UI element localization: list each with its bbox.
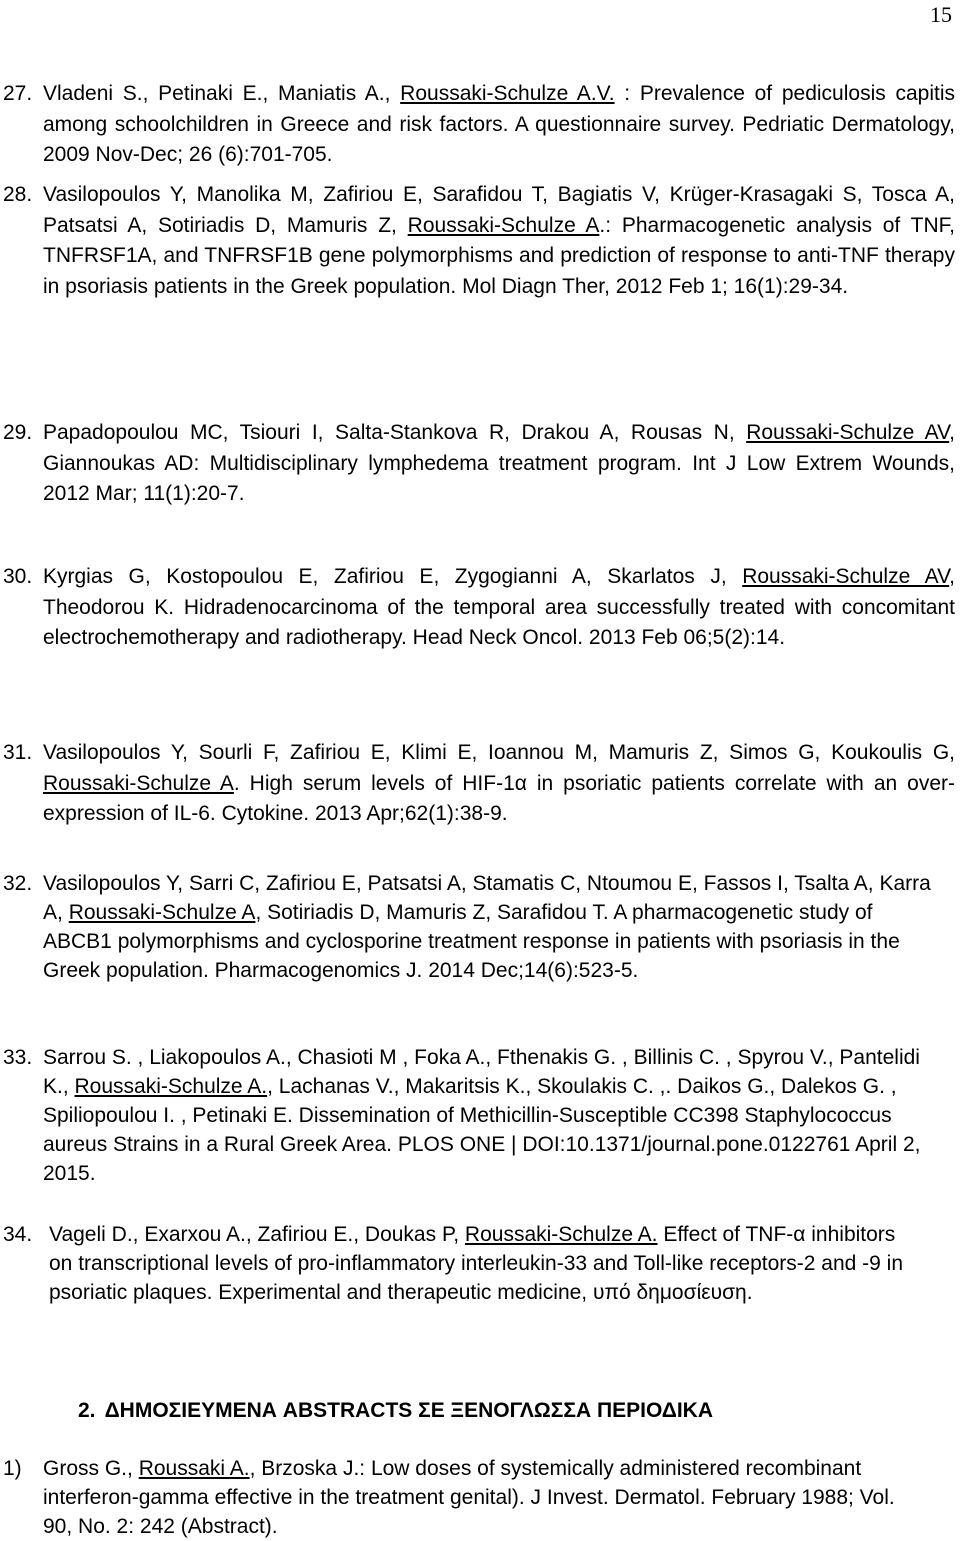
- highlighted-author: Roussaki-Schulze A.V.: [400, 82, 615, 105]
- section-number: 2.: [78, 1399, 96, 1422]
- reference-text: Vasilopoulos Y, Manolika M, Zafiriou E, Sarafidou T, Bagiatis V, Krüger-Krasagaki S, Tosca A, Patsatsi A, Sotiriadis D, Mamuris Z, Roussaki-Schulze A.: Pharmacogenetic analysis of TNF, TNFRSF1A, and TNFRSF1B gene polymorphisms and prediction of response to anti-TNF therapy in psoriasis patients in the Greek population. Mol Diagn Ther, 2012 Feb 1; 16(1):29-34.: [43, 183, 955, 298]
- reference-31: [0, 738, 960, 830]
- page-number: 15: [930, 2, 952, 27]
- section-title: ΔΗΜΟΣΙΕΥΜΕΝΑ ABSTRACTS ΣΕ ΞΕΝΟΓΛΩΣΣΑ ΠΕΡΙΟΔΙΚΑ: [104, 1399, 714, 1422]
- highlighted-author: Roussaki-Schulze A: [68, 901, 256, 924]
- reference-number: 34.: [3, 1223, 33, 1246]
- highlighted-author: Roussaki-Schulze AV: [742, 565, 950, 588]
- highlighted-author: Roussaki A.: [138, 1457, 250, 1480]
- highlighted-author: Roussaki-Schulze A: [43, 771, 234, 795]
- reference-28: [0, 180, 960, 302]
- highlighted-author: Roussaki-Schulze A.: [74, 1075, 268, 1098]
- reference-text: Vasilopoulos Y, Sarri C, Zafiriou E, Patsatsi A, Stamatis C, Ntoumou E, Fassos I, Tsalta A, Karra A, Roussaki-Schulze A, Sotiriadis D, Mamuris Z, Sarafidou T. A pharmacogenetic study of ABCB1 polymorphisms and cyclosporine treatment response in patients with psoriasis in the Greek population. Pharmacogenomics J. 2014 Dec;14(6):523-5.: [43, 872, 931, 982]
- reference-text: Papadopoulou MC, Tsiouri I, Salta-Stankova R, Drakou A, Rousas N, Roussaki-Schulze AV, Giannoukas AD: Multidisciplinary lymphedema treatment program. Int J Low Extrem Wounds, 2012 Mar; 11(1):20-7.: [43, 421, 955, 505]
- reference-number: 33.: [3, 1046, 33, 1069]
- section-heading: [78, 1397, 713, 1425]
- abstract-text: Gross G., Roussaki A., Brzoska J.: Low doses of systemically administered recombinant interferon-gamma effective in the treatment genital). J Invest. Dermatol. February 1988; Vol. 90, No. 2: 242 (Abstract).: [43, 1457, 895, 1538]
- reference-number: 27.: [3, 82, 33, 105]
- reference-number: 30.: [3, 565, 33, 588]
- reference-number: 31.: [3, 741, 33, 764]
- reference-29: [0, 418, 960, 510]
- reference-30: [0, 562, 960, 654]
- abstract-number: 1): [3, 1457, 22, 1480]
- reference-text: Vasilopoulos Y, Sourli F, Zafiriou E, Klimi E, Ioannou M, Mamuris Z, Simos G, Koukoulis G, Roussaki-Schulze A. High serum levels of HIF-1α in psoriatic patients correlate with an over-expression of IL-6. Cytokine. 2013 Apr;62(1):38-9.: [43, 741, 955, 825]
- reference-number: 32.: [3, 872, 33, 895]
- reference-34: [0, 1220, 960, 1307]
- reference-number: 29.: [3, 421, 33, 444]
- reference-text: Sarrou S. , Liakopoulos A., Chasioti M , Foka A., Fthenakis G. , Billinis C. , Spyrou V., Pantelidi K., Roussaki-Schulze A., Lachanas V., Makaritsis K., Skoulakis C. ,. Daikos G., Dalekos G. , Spiliopoulou I. , Petinaki E. Dissemination of Methicillin-Susceptible CC398 Staphylococcus aureus Strains in a Rural Greek Area. PLOS ONE | DOI:10.1371/journal.pone.0122761 April 2, 2015.: [43, 1046, 921, 1185]
- reference-number: 28.: [3, 183, 33, 206]
- highlighted-author: Roussaki-Schulze AV: [746, 421, 950, 444]
- reference-text: Vageli D., Exarxou A., Zafiriou E., Doukas P, Roussaki-Schulze A. Effect of TNF-α inhibitors on transcriptional levels of pro-inflammatory interleukin-33 and Toll-like receptors-2 and -9 in psoriatic plaques. Experimental and therapeutic medicine, υπό δημοσίευση.: [49, 1223, 904, 1304]
- reference-33: [0, 1043, 960, 1188]
- reference-text: Kyrgias G, Kostopoulou E, Zafiriou E, Zygogianni A, Skarlatos J, Roussaki-Schulze AV, Theodorou K. Hidradenocarcinoma of the temporal area successfully treated with concomitant electrochemotherapy and radiotherapy. Head Neck Oncol. 2013 Feb 06;5(2):14.: [43, 565, 955, 649]
- reference-32: [0, 869, 960, 985]
- abstract-1: [0, 1454, 960, 1541]
- highlighted-author: Roussaki-Schulze A: [407, 213, 600, 237]
- reference-27: [0, 79, 960, 171]
- reference-text: Vladeni S., Petinaki E., Maniatis A., Roussaki-Schulze A.V. : Prevalence of pediculosis capitis among schoolchildren in Greece and risk factors. A questionnaire survey. Pedriatic Dermatology, 2009 Nov-Dec; 26 (6):701-705.: [43, 82, 955, 166]
- highlighted-author: Roussaki-Schulze A.: [464, 1223, 658, 1246]
